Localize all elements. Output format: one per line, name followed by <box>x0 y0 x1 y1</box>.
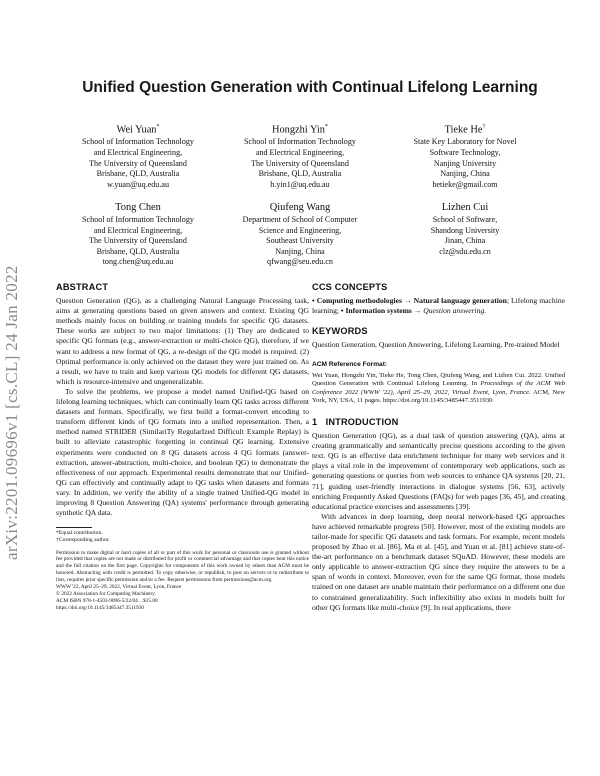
author-affiliation: Software Technology, <box>429 148 501 158</box>
author-block <box>56 201 220 268</box>
footnote: †Corresponding author. <box>56 537 110 544</box>
author-affiliation: The University of Queensland <box>89 158 187 168</box>
author-affiliation: Nanjing, China <box>275 246 325 256</box>
author-affiliation: Nanjing University <box>433 158 497 168</box>
abstract-paragraph: To solve the problems, we propose a model named Unified-QG based on lifelong learning techniques, which can continually learn QG tasks across different datasets and formats. Specifically, we first build a format-convert encoding to transform different kinds of QG formats into a unified representation. Then, a method named STRIDER (SimilariTy RegularIzed Difficult Example Replay) is built to alleviate catastrophic forgetting in continual QG learning. Extensive experiments were conducted on 8 QG datasets across 4 QG formats (answer-extraction, answer-abstraction, multi-choice, and boolean QG) to demonstrate the effectiveness of our approach. Experimental results demonstrate that our Unified-QG can effectively and continually adapt to QG tasks when datasets and formats vary. In addition, we verify the ability of a single trained Unified-QG model in improving 8 Question Answering (QA) systems' performance through generating synthetic QA data. <box>56 386 309 518</box>
author-affiliation: School of Information Technology <box>82 215 194 224</box>
author-affiliation: The University of Queensland <box>251 158 349 168</box>
keywords-text: Question Generation, Question Answering, Lifelong Learning, Pre-trained Model <box>312 340 560 350</box>
author-affiliation: School of Information Technology <box>244 137 356 147</box>
doi-link: https://doi.org/10.1145/3485447.3511930 <box>56 604 144 611</box>
left-column <box>56 282 309 612</box>
author-affiliation: and Electrical Engineering, <box>93 225 183 235</box>
author-affiliation: School of Information Technology <box>82 137 194 147</box>
author-affiliation: Brisbane, QLD, Australia <box>96 246 180 256</box>
author-block <box>218 201 382 268</box>
intro-paragraph: Question Generation (QG), as a dual task of question answering (QA), aims at creating grammatically and semantically precise questions according to the given text. QG is an effective data enrichment technique for many web services and it plays a vital role in the improvement of contemporary web applications, such as generating questions or queries from web sources to enhance QA systems [20, 21, 71], guiding user-friendly interactions in dialogue systems [56, 63], actively enriching Frequently Asked Questions (FAQs) for web pages [36, 45], and creating educational practice exercises and assessments [39]. <box>312 431 565 511</box>
author-name: Lizhen Cui <box>441 202 489 213</box>
paper-title: Unified Question Generation with Continual Lifelong Learning <box>82 79 538 96</box>
author-name: Wei Yuan* <box>116 124 160 136</box>
footnote: *Equal contribution. <box>56 530 103 537</box>
author-name: Hongzhi Yin* <box>271 124 328 136</box>
author-name: Tong Chen <box>115 202 161 213</box>
right-column <box>312 282 565 613</box>
author-email: tong.chen@uq.edu.au <box>102 257 174 267</box>
introduction-heading: 1 INTRODUCTION <box>312 416 399 427</box>
keywords-heading: KEYWORDS <box>312 326 368 337</box>
author-email: w.yuan@uq.edu.au <box>107 179 169 189</box>
author-affiliation: Brisbane, QLD, Australia <box>258 169 342 179</box>
copyright: © 2022 Association for Computing Machinery. <box>56 591 156 597</box>
author-block <box>56 121 220 190</box>
author-affiliation: and Electrical Engineering, <box>255 148 345 158</box>
acm-reference-heading: ACM Reference Format: <box>312 361 388 369</box>
author-affiliation: Jinan, China <box>444 236 486 246</box>
author-block <box>384 201 546 257</box>
isbn: ACM ISBN 978-1-4503-9096-5/22/04…$15.00 <box>56 597 158 604</box>
permission-block <box>56 550 309 612</box>
author-email: hetieke@gmail.com <box>432 179 498 189</box>
author-affiliation: School of Software, <box>432 215 498 224</box>
intro-paragraph: With advances in deep learning, deep neural network-based QG approaches have achieved remarkable progress [50]. However, most of the existing models are tailor-made for specific QG datasets and task formats. For example, recent models proposed by Zhao et al. [86], Ma et al. [45], and Yuan et al. [81] achieve state-of-the-art performance on a benchmark dataset SQuAD. However, these models are only applicable to answer-extraction QG since they require the answers to be a span of words in context. Moreover, even for the same QG format, those models trained on one dataset are unable maintain their performance on a different one due to constrained generalizability. Such inflexibility also exists in models built for other QG formats like multi-choice [9]. In real applications, there <box>312 511 565 612</box>
author-block <box>384 121 546 190</box>
author-affiliation: Southeast University <box>266 236 334 246</box>
author-affiliation: Department of School of Computer <box>242 215 358 224</box>
author-affiliation: Shandong University <box>430 225 500 235</box>
arxiv-identifier: arXiv:2201.09696v1 [cs.CL] 24 Jan 2022 <box>2 265 21 560</box>
author-email: h.yin1@uq.edu.au <box>270 179 330 189</box>
conference-info: WWW '22, April 25–29, 2022, Virtual Event, Lyon, France <box>56 584 182 591</box>
author-affiliation: Science and Engineering, <box>258 225 342 235</box>
author-affiliation: Nanjing, China <box>440 169 490 179</box>
abstract-paragraph: Question Generation (QG), as a challenging Natural Language Processing task, aims at generating questions based on given answers and context. Existing QG methods mainly focus on building or training models for specific QG datasets. These works are subject to two major limitations: (1) They are dedicated to specific QG formats (e.g., answer-extraction or multi-choice QG), therefore, if we want to address a new format of QG, a re-design of the QG model is required. (2) Optimal performance is only achieved on the dataset they were just trained on. As a result, we have to train and keep various QG models for different QG datasets, which is resource-intensive and ungeneralizable. <box>56 296 309 386</box>
footnote-rule <box>56 527 92 528</box>
author-affiliation: Brisbane, QLD, Australia <box>96 169 180 179</box>
author-name: Tieke He† <box>444 124 486 136</box>
author-email: clz@sdu.edu.cn <box>439 246 491 256</box>
author-name: Qiufeng Wang <box>269 202 331 213</box>
author-affiliation: The University of Queensland <box>89 236 187 246</box>
author-affiliation: State Key Laboratory for Novel <box>413 137 517 147</box>
ccs-heading: CCS CONCEPTS <box>312 282 388 292</box>
permission-text: Permission to make digital or hard copies of all or part of this work for personal or classroom use is granted without fee provided that copies are not made or distributed for profit or commercial advantage and that copies bear this notice and the full citation on the first page. Copyrights for components of this work owned by others than ACM must be honored. Abstracting with credit is permitted. To copy otherwise, or republish, to post on servers or to redistribute to lists, requires prior specific permission and/or a fee. Request permissions from permissions@acm.org. <box>56 549 309 584</box>
author-block <box>218 121 382 190</box>
acm-reference-text: Wei Yuan, Hongzhi Yin, Tieke He, Tong Chen, Qiufeng Wang, and Lizhen Cui. 2022. Unified Question Generation with Continual Lifelong Learning. In Proceedings of the ACM Web Conference 2022 (WWW '22), April 25–29, 2022, Virtual Event, Lyon, France. ACM, New York, NY, USA, 11 pages. https://doi.org/10.1145/3485447.3511930 <box>312 371 566 405</box>
ccs-text: • Computing methodologies → Natural language generation; Lifelong machine learning; • Information systems → Question answering. <box>312 296 565 316</box>
author-email: qfwang@seu.edu.cn <box>267 257 333 267</box>
author-affiliation: and Electrical Engineering, <box>93 148 183 158</box>
abstract-heading: ABSTRACT <box>56 282 109 292</box>
